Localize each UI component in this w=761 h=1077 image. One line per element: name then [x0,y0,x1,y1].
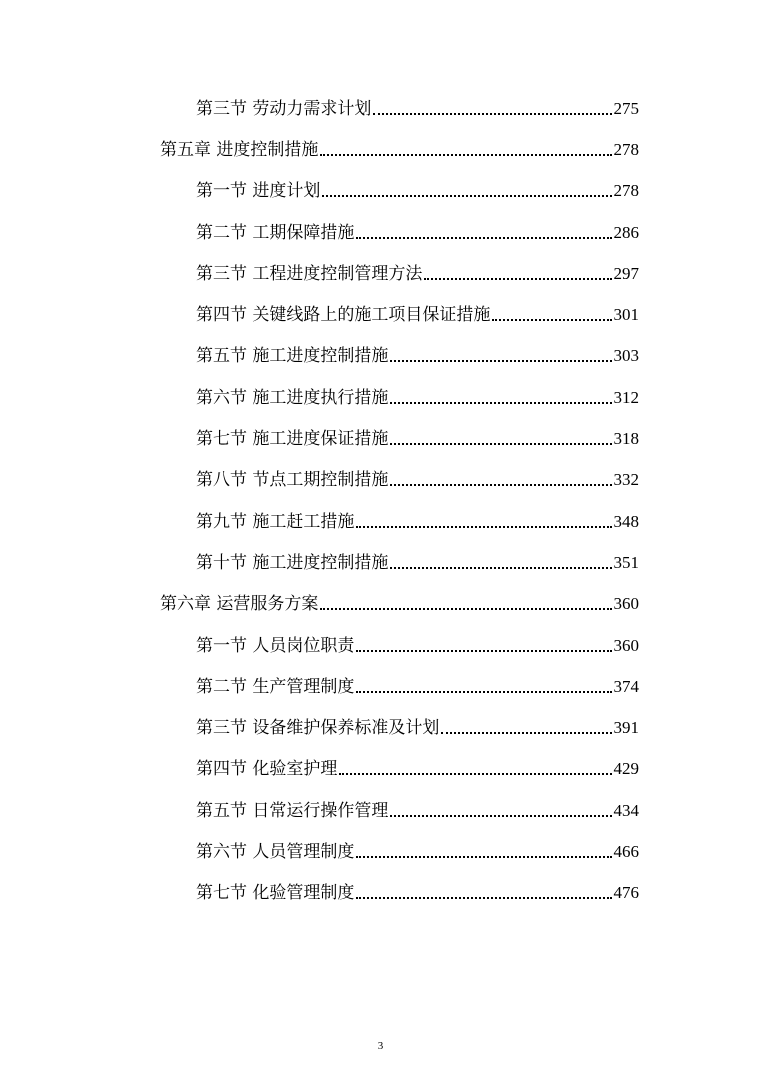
toc-leader-dots [373,99,611,119]
toc-entry[interactable] [0,873,761,914]
toc-entry-title: 第五节 施工进度控制措施 [196,346,389,367]
toc-leader-dots [356,636,611,656]
toc-entry-title: 第一节 进度计划 [196,181,321,202]
toc-leader-dots [390,346,611,366]
toc-entry-title: 第十节 施工进度控制措施 [196,552,389,573]
toc-entry[interactable] [0,707,761,748]
toc-leader-dots [390,429,611,449]
toc-entry-title: 第三节 设备维护保养标准及计划 [196,718,440,739]
toc-entry-title: 第五节 日常运行操作管理 [196,800,389,821]
toc-entry[interactable] [0,88,761,129]
page-number: 3 [377,1040,384,1052]
toc-leader-dots [322,181,611,201]
toc-entry[interactable] [0,418,761,459]
toc-entry-page: 301 [613,305,639,325]
table-of-contents [0,88,761,914]
toc-leader-dots [356,883,611,903]
toc-chapter-entry[interactable] [0,129,761,170]
toc-entry-page: 391 [613,718,639,738]
toc-entry[interactable] [0,625,761,666]
toc-leader-dots [441,718,611,738]
toc-entry-title: 第一节 人员岗位职责 [196,635,355,656]
toc-entry-title: 第四节 关键线路上的施工项目保证措施 [196,305,491,326]
toc-entry-page: 278 [613,181,639,201]
toc-entry[interactable] [0,294,761,335]
toc-entry[interactable] [0,542,761,583]
toc-entry-title: 第二节 生产管理制度 [196,676,355,697]
toc-entry[interactable] [0,666,761,707]
toc-entry-page: 360 [613,635,639,655]
toc-entry-title: 第六节 人员管理制度 [196,841,355,862]
toc-entry-page: 360 [613,594,639,614]
toc-entry-title: 第八节 节点工期控制措施 [196,470,389,491]
toc-leader-dots [356,842,611,862]
toc-leader-dots [356,512,611,532]
toc-entry-page: 466 [613,841,639,861]
toc-leader-dots [320,594,611,614]
toc-entry-page: 297 [613,263,639,283]
toc-entry-page: 312 [613,387,639,407]
toc-entry-title: 第七节 化验管理制度 [196,883,355,904]
toc-leader-dots [390,801,611,821]
toc-leader-dots [492,305,611,325]
toc-entry-page: 434 [613,800,639,820]
toc-entry[interactable] [0,749,761,790]
toc-entry-title: 第六章 运营服务方案 [160,594,319,615]
toc-entry-title: 第七节 施工进度保证措施 [196,429,389,450]
toc-entry-page: 348 [613,511,639,531]
toc-entry-page: 374 [613,676,639,696]
toc-entry[interactable] [0,336,761,377]
toc-leader-dots [320,140,611,160]
toc-entry[interactable] [0,460,761,501]
toc-entry[interactable] [0,253,761,294]
toc-entry[interactable] [0,212,761,253]
toc-entry-page: 429 [613,759,639,779]
toc-entry-page: 303 [613,346,639,366]
toc-entry-title: 第三节 工程进度控制管理方法 [196,263,423,284]
toc-leader-dots [390,388,611,408]
toc-chapter-entry[interactable] [0,584,761,625]
toc-entry-page: 275 [613,98,639,118]
toc-leader-dots [356,677,611,697]
toc-leader-dots [339,759,611,779]
toc-leader-dots [356,223,611,243]
toc-entry[interactable] [0,831,761,872]
toc-entry[interactable] [0,790,761,831]
toc-leader-dots [390,470,611,490]
toc-leader-dots [424,264,611,284]
toc-entry[interactable] [0,501,761,542]
toc-entry[interactable] [0,171,761,212]
toc-entry-title: 第五章 进度控制措施 [160,139,319,160]
toc-entry-title: 第六节 施工进度执行措施 [196,387,389,408]
toc-entry[interactable] [0,377,761,418]
toc-entry-page: 351 [613,552,639,572]
toc-entry-page: 318 [613,429,639,449]
toc-entry-page: 332 [613,470,639,490]
toc-entry-title: 第九节 施工赶工措施 [196,511,355,532]
toc-entry-page: 286 [613,222,639,242]
toc-entry-page: 278 [613,139,639,159]
toc-entry-title: 第四节 化验室护理 [196,759,338,780]
toc-leader-dots [390,553,611,573]
toc-entry-title: 第三节 劳动力需求计划 [196,98,372,119]
toc-entry-page: 476 [613,883,639,903]
toc-entry-title: 第二节 工期保障措施 [196,222,355,243]
